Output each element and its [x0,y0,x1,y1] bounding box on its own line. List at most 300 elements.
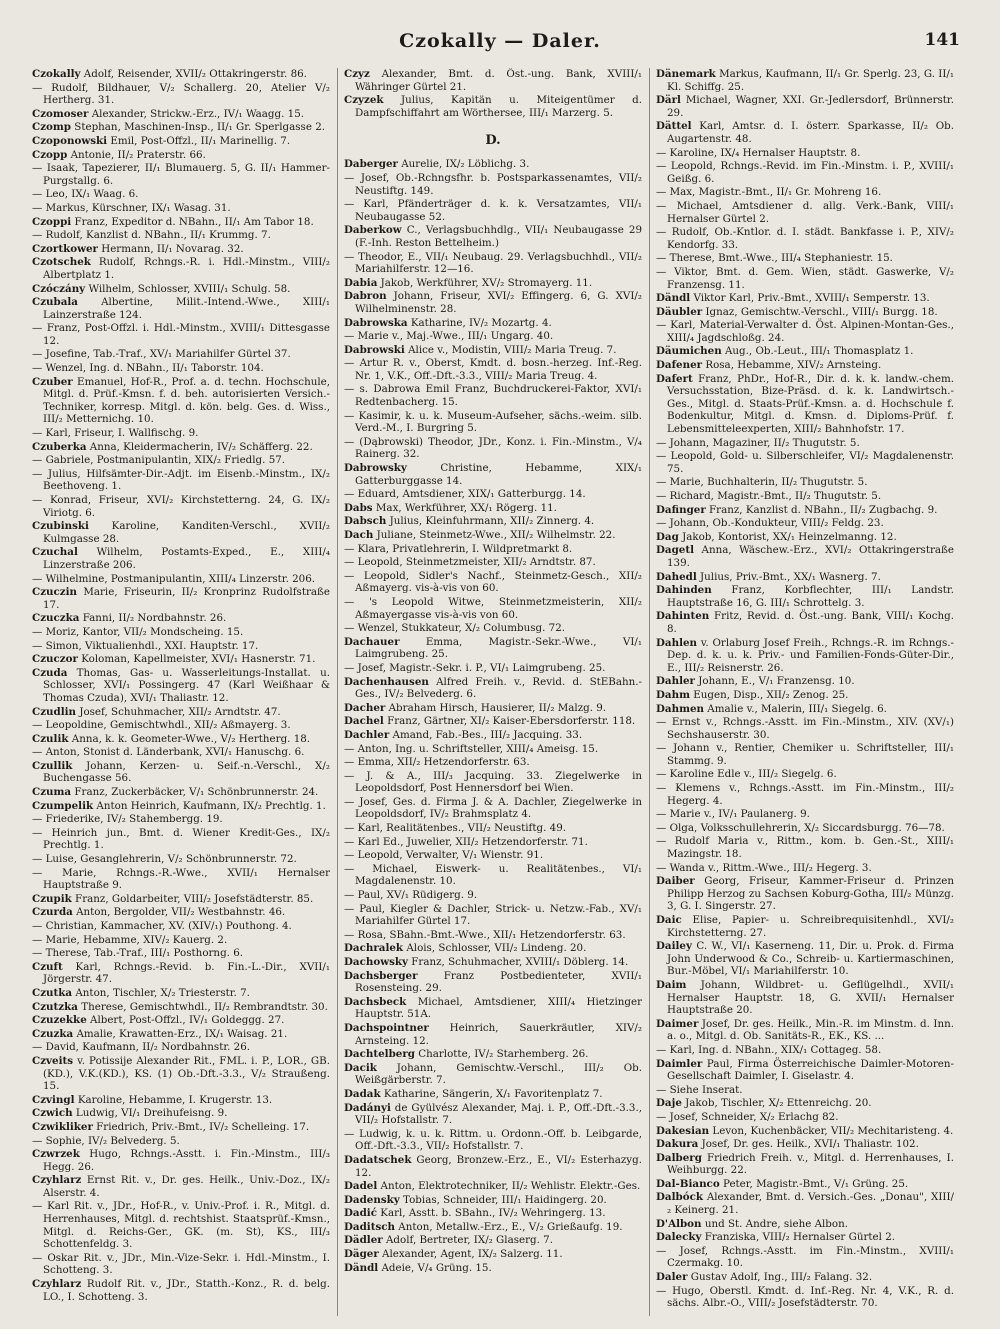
directory-entry [32,121,330,134]
entry-details: Eugen, Disp., XII/₂ Zenog. 25. [689,688,849,701]
entry-surname: Czuberka [32,440,87,453]
directory-entry [32,1278,330,1303]
directory-entry [656,822,954,835]
directory-entry [656,306,954,319]
directory-entry [656,1285,954,1310]
entry-surname: Czvingl [32,1093,75,1106]
directory-entry [344,502,642,515]
entry-details: — Viktor, Bmt. d. Gem. Wien, städt. Gaswerke, V/₂ Franzensg. 11. [656,265,954,291]
entry-details: Josef, Dr. ges. Heilk., Min.-R. im Minstm. d. Inn. a. o., Mitgl. d. Ob. Sanitäts-R., EK., KS. ... [667,1017,954,1043]
entry-surname: Czomp [32,121,72,134]
directory-entry [32,520,330,545]
entry-details: Franz, Gärtner, XI/₂ Kaiser-Ebersdorferstr. 118. [383,715,636,728]
entry-surname: Czyhlarz [32,1174,82,1187]
directory-entry [344,743,642,756]
entry-surname: Dabia [344,276,378,289]
directory-column-2 [344,68,642,1316]
entry-details: Friedrich Freih. v., Mitgl. d. Herrenhauses, I. Weihburgg. 22. [667,1151,954,1177]
entry-details: Viktor Karl, Priv.-Bmt., XVIII/₁ Semperstr. 13. [690,292,930,305]
directory-entry [32,162,330,187]
entry-details: Alexander, Strickw.-Erz., IV/₁ Waagg. 15. [88,107,305,120]
directory-entry [344,330,642,343]
entry-details: Franz, Expeditor d. NBahn., II/₁ Am Tabor 18. [71,215,314,228]
entry-details: Ernst Rit. v., Dr. ges. Heilk., Univ.-Doz., IX/₂ Alserstr. 4. [43,1174,330,1199]
directory-entry [344,251,642,276]
entry-details: Abraham Hirsch, Hausierer, II/₂ Malzg. 9. [385,701,607,714]
entry-details: Wilhelm, Schlosser, XVIII/₁ Schulg. 58. [85,282,291,295]
directory-entry [656,675,954,688]
entry-surname: Czulik [32,732,69,745]
directory-entry [32,283,330,296]
directory-entry [344,529,642,542]
entry-details: — Isaak, Tapezierer, II/₁ Blumauerg. 5, G. II/₁ Hammer-Purgstallg. 6. [32,162,330,187]
directory-entry [344,942,642,955]
entry-surname: Czveits [32,1054,74,1067]
entry-details: Franz, PhDr., Hof-R., Dir. d. k. k. landw.-chem. Versuchsstation, Bize-Präsd. d. k. k. Landwirtsch.-Ges., Mitgl. d. Staats-Prüf.-Kmsn. a. d. Hochschule f. Bodenkultur, Mitgl. d. Kmsn. d. Diploms-Prüf. f. Lebensmitteleexperten, XIII/₂ Bahnhofstr. 17. [667,372,954,436]
entry-details: Alexander, Bmt. d. Versich.-Ges. „Donau", XIII/₂ Keinerg. 21. [667,1191,954,1217]
entry-details: Georg, Bronzew.-Erz., E., VI/₂ Esterhazyg. 12. [355,1153,642,1179]
entry-surname: Daberkow [344,224,402,237]
directory-entry [344,1194,642,1207]
directory-entry [656,610,954,635]
entry-details: — (Dąbrowski) Theodor, JDr., Konz. i. Fin.-Minstm., V/₄ Rainerg. 32. [344,435,642,461]
entry-surname: Czokally [32,68,81,80]
entry-details: — Richard, Magistr.-Bmt., II/₂ Thugutstr. 5. [656,490,882,502]
entry-surname: Däumichen [656,345,722,358]
directory-entry [344,158,642,171]
directory-entry [656,517,954,530]
directory-entry [344,996,642,1021]
directory-entry [656,252,954,265]
entry-details: — Michael, Eiswerk- u. Realitätenbes., VI/₁ Magdalenenstr. 10. [344,862,642,888]
entry-surname: Daditsch [344,1220,396,1233]
entry-surname: Daler [656,1271,688,1284]
entry-details: Julius, Priv.-Bmt., XX/₁ Wasnerg. 7. [696,570,881,583]
directory-entry [32,853,330,866]
entry-details: Anna, Wäschew.-Erz., XVI/₂ Ottakringerstraße 139. [667,544,954,569]
directory-entry [344,383,642,408]
entry-details: Karl, Rchngs.-Revid. b. Fin.-L.-Dir., XVII/₁ Jörgerstr. 47. [43,960,330,986]
directory-entry [656,437,954,450]
entry-details: Friedrich, Priv.-Bmt., IV/₂ Schelleing. 17. [92,1120,310,1133]
directory-entry [344,1248,642,1261]
entry-details: — Olga, Volksschullehrerin, X/₂ Siccardsburgg. 76—78. [656,821,945,834]
directory-entry [656,689,954,702]
entry-details: Fanni, II/₂ Nordbahnstr. 26. [79,612,227,625]
directory-entry [344,1062,642,1087]
entry-surname: Dahinden [656,584,712,597]
directory-entry [656,1111,954,1124]
directory-entry [32,216,330,229]
entry-details: Karl, Asstt. b. SBahn., IV/₂ Wehringerg. 13. [376,1207,606,1220]
entry-details: Alfred Freih. v., Revid. d. StEBahn.-Ges., IV/₂ Belvederg. 6. [355,675,642,701]
directory-entry [344,822,642,835]
directory-entry [344,68,642,93]
entry-surname: Dachler [344,728,390,741]
directory-entry [32,961,330,986]
directory-entry [344,1088,642,1101]
entry-details: Anna, k. k. Geometer-Wwe., V/₂ Hertherg. 18. [68,732,311,745]
directory-entry [656,808,954,821]
entry-details: Markus, Kaufmann, II/₁ Gr. Sperlg. 23, G. II/₁ Kl. Schiffg. 25. [667,68,954,93]
directory-entry [32,546,330,571]
directory-entry [32,441,330,454]
entry-details: — Leopold, Steinmetzmeister, XII/₂ Arndtstr. 87. [344,556,596,569]
directory-entry [656,450,954,475]
entry-details: — Karl, Material-Verwalter d. Öst. Alpinen-Montan-Ges., XIII/₄ Jagdschloßg. 24. [656,319,954,344]
entry-details: — Franz, Post-Offzl. i. Hdl.-Minstm., XVIII/₁ Dittesgasse 12. [32,322,330,347]
directory-entry [32,427,330,440]
directory-entry [656,940,954,978]
entry-details: Josef, Dr. ges. Heilk., XVI/₁ Thaliastr. 102. [698,1138,919,1151]
directory-entry [344,410,642,435]
entry-surname: Daimer [656,1017,699,1030]
directory-entry [344,172,642,197]
entry-details: Anna, Kleidermacherin, IV/₂ Schäfferg. 22. [86,440,313,453]
directory-entry [344,462,642,487]
directory-entry [656,147,954,160]
entry-details: — Johann, Magaziner, II/₂ Thugutstr. 5. [656,436,860,449]
entry-surname: Czuchal [32,546,78,559]
directory-column-1 [32,68,330,1316]
directory-entry [344,889,642,902]
entry-surname: Czuft [32,960,63,973]
entry-surname: Dailey [656,940,692,953]
entry-details: — Rudolf, Kanzlist d. NBahn., II/₁ Krummg. 7. [32,229,271,242]
entry-surname: D'Albon [656,1217,702,1230]
entry-surname: Daimler [656,1057,703,1070]
directory-entry [656,1125,954,1138]
directory-entry [344,849,642,862]
directory-entry [344,1128,642,1153]
entry-details: de Gyülvész Alexander, Maj. i. P., Off.-Dft.-3.3., VII/₂ Hofstallstr. 7. [355,1101,642,1127]
directory-entry [344,556,642,569]
entry-surname: Daiber [656,875,695,888]
entry-details: Christine, Hebamme, XIX/₁ Gatterburggasse 14. [355,462,642,487]
directory-entry [656,504,954,517]
directory-entry [656,768,954,781]
entry-details: Therese, Gemischtwhdl., II/₂ Rembrandtstr. 30. [77,1000,328,1013]
directory-entry [656,862,954,875]
directory-entry [344,94,642,119]
entry-details: — Wenzel, Ing. d. NBahn., II/₁ Taborstr. 104. [32,362,264,375]
entry-details: — Josef, Rchngs.-Asstt. im Fin.-Minstm., XVIII/₁ Czermakg. 10. [656,1244,954,1270]
entry-details: Paul, Firma Österreichische Daimler-Motoren-Gesellschaft Daimler, I. Giselastr. 4. [667,1057,954,1083]
directory-entry [32,243,330,256]
entry-details: Anton, Elektrotechniker, II/₂ Wehlistr. Elektr.-Ges. [377,1180,641,1193]
entry-surname: Dag [656,530,679,543]
directory-entry [656,186,954,199]
entry-details: Michael, Amtsdiener, XIII/₄ Hietzinger Hauptstr. 51A. [355,995,642,1021]
directory-entry [32,760,330,785]
entry-details: — Karl, Pfänderträger d. k. k. Versatzamtes, VII/₁ Neubaugasse 52. [344,198,642,223]
entry-details: — 's Leopold Witwe, Steinmetzmeisterin, XII/₂ Aßmayergasse vis-à-vis von 60. [344,595,642,621]
entry-surname: Czuczka [32,612,80,625]
entry-details: Wilhelm, Postamts-Exped., E., XIII/₄ Linzerstraße 206. [43,546,330,571]
entry-details: — Josefine, Tab.-Traf., XV/₁ Mariahilfer Gürtel 37. [32,348,291,361]
directory-entry [32,827,330,852]
directory-entry [656,742,954,767]
entry-surname: Czopp [32,148,68,161]
entry-details: Rosa, Hebamme, XIV/₂ Arnsteing. [702,359,882,372]
entry-details: Thomas, Gas- u. Wasserleitungs-Installat. u. Schlosser, XVI/₁ Possingerg. 47 (Karl Weißhaar & Thomas Czuda), XVI/₁ Thaliastr. 12. [43,666,330,704]
entry-details: Franziska, VIII/₂ Hernalser Gürtel 2. [701,1231,896,1244]
directory-entry [344,622,642,635]
entry-details: — Gabriele, Postmanipulantin, XIX/₂ Friedlg. 57. [32,454,286,467]
entry-surname: Därl [656,94,681,107]
entry-surname: Czortkower [32,242,98,255]
entry-details: — Emma, XII/₂ Hetzendorferstr. 63. [344,756,530,769]
directory-entry [344,1234,642,1247]
entry-details: Rudolf Rit. v., JDr., Statth.-Konz., R. d. belg. LO., I. Schotteng. 3. [43,1278,330,1303]
entry-surname: Dadak [344,1087,381,1100]
directory-entry [32,256,330,281]
entry-surname: Daic [656,914,682,926]
entry-details: — Wanda v., Rittm.-Wwe., III/₂ Hegerg. 3. [656,861,872,874]
entry-surname: Daje [656,1097,682,1110]
entry-surname: Dacik [344,1061,377,1074]
entry-details: — Max, Magistr.-Bmt., II/₁ Gr. Mohreng 16. [656,186,882,199]
entry-details: — Klara, Privatlehrerin, I. Wildpretmarkt 8. [344,542,573,555]
entry-details: — Oskar Rit. v., JDr., Min.-Vize-Sekr. i. Hdl.-Minstm., I. Schotteng. 3. [32,1251,330,1277]
directory-entry [32,202,330,215]
entry-details: Karoline, Kanditen-Verschl., XVII/₂ Kulmgasse 28. [43,520,330,545]
directory-entry [656,835,954,860]
entry-surname: Dachralek [344,942,404,955]
directory-entry [656,266,954,291]
entry-surname: Däger [344,1248,379,1261]
directory-entry [344,970,642,995]
directory-entry [656,319,954,344]
entry-details: Adeie, V/₄ Grüng. 15. [378,1261,492,1274]
entry-details: Aug., Ob.-Leut., III/₁ Thomasplatz 1. [721,345,914,358]
directory-entry [344,357,642,382]
entry-details: v. Orlaburg Josef Freih., Rchngs.-R. im Rchngs.-Dep. d. k. u. k. Priv.- und Familien-Fonds-Güter-Dir., E., III/₂ Reisnerstr. 26. [667,636,954,674]
entry-surname: Czupik [32,892,72,905]
entry-details: Alexander, Agent, IX/₂ Salzerg. 11. [378,1248,563,1261]
entry-surname: Czwrzek [32,1148,80,1161]
page-title: Czokally — Daler. [399,30,601,52]
page-number: 141 [924,30,960,50]
entry-details: — Simon, Viktualienhdl., XXI. Hauptstr. 17. [32,639,259,652]
entry-details: — Heinrich jun., Bmt. d. Wiener Kredit-Ges., IX/₂ Prechtlg. 1. [32,826,330,852]
entry-details: — Siehe Inserat. [656,1083,743,1096]
directory-entry [32,987,330,1000]
directory-entry [344,224,642,249]
entry-details: Franz Postbedienteter, XVII/₁ Rosensteing. 29. [355,969,642,995]
entry-details: — Karoline, IX/₄ Hernalser Hauptstr. 8. [656,146,861,159]
entry-details: — Anton, Ing. u. Schriftsteller, XIII/₄ Ameisg. 15. [344,742,599,755]
entry-surname: Dabrowski [344,343,405,356]
entry-details: — Karl, Realitätenbes., VII/₂ Neustiftg. 49. [344,822,567,835]
entry-surname: Dachowsky [344,956,409,968]
entry-surname: Czoponowski [32,134,108,147]
directory-entry [656,1138,954,1151]
entry-surname: Dändl [656,292,691,305]
directory-entry [344,836,642,849]
entry-details: — Leo, IX/₁ Waag. 6. [32,188,139,201]
directory-entry [32,800,330,813]
directory-entry [32,947,330,960]
entry-details: Hugo, Rchngs.-Asstt. i. Fin.-Minstm., III/₃ Hegg. 26. [43,1148,330,1173]
entry-details: — Therese, Bmt.-Wwe., III/₄ Stephaniestr. 15. [656,252,893,265]
entry-details: Johann, Wildbret- u. Geflügelhdl., XVII/₁ Hernalser Hauptstr. 18, G. XVII/₁ Hernalser Hauptstraße 20. [667,978,954,1017]
entry-details: — Theodor, E., VII/₁ Neubaug. 29. Verlagsbuchhdl., VII/₂ Mariahilferstr. 12—16. [344,250,642,276]
entry-details: — Marie v., IV/₁ Paulanerg. 9. [656,808,810,821]
directory-entry [32,813,330,826]
directory-entry [344,662,642,675]
entry-details: — Leopold, Gold- u. Silberschleifer, VI/₂ Magdalenenstr. 75. [656,450,954,475]
directory-entry [656,716,954,741]
entry-details: Johann, E., V/₁ Franzensg. 10. [694,675,855,688]
entry-details: — Josef, Ges. d. Firma J. & A. Dachler, Ziegelwerke in Leopoldsdorf, IV/₂ Brahmsplatz 4. [344,795,642,821]
directory-entry [656,160,954,185]
directory-entry [32,494,330,519]
entry-details: — J. & A., III/₃ Jacquing. 33. Ziegelwerke in Leopoldsdorf, Post Hennersdorf bei Wien. [344,769,642,795]
directory-entry [656,571,954,584]
directory-entry [656,782,954,807]
directory-entry [344,515,642,528]
directory-entry [32,1200,330,1250]
entry-details: — Leopold, Sidler's Nachf., Steinmetz-Gesch., XII/₂ Aßmayerg. vis-à-vis von 60. [344,569,642,595]
entry-details: — Moriz, Kantor, VII/₂ Mondscheing. 15. [32,625,244,638]
entry-surname: Czuma [32,786,72,799]
entry-details: Marie, Friseurin, II/₂ Kronprinz Rudolfstraße 17. [43,586,330,611]
entry-details: Katharine, IV/₂ Mozartg. 4. [407,316,552,329]
directory-entry [32,906,330,919]
entry-surname: Dafinger [656,503,706,516]
directory-entry [32,1148,330,1173]
entry-surname: Dalbóck [656,1191,703,1204]
entry-surname: Dabs [344,501,373,514]
directory-entry [344,1221,642,1234]
entry-details: — David, Kaufmann, II/₂ Nordbahnstr. 26. [32,1041,251,1054]
directory-entry [656,979,954,1017]
entry-details: Ludwig, VI/₁ Dreihufeisng. 9. [72,1107,228,1120]
directory-entry [32,893,330,906]
directory-entry [32,573,330,586]
directory-entry [32,1094,330,1107]
entry-details: Albertine, Milit.-Intend.-Wwe., XIII/₁ Lainzerstraße 124. [43,296,330,321]
directory-entry [656,359,954,372]
entry-surname: Däubler [656,305,703,318]
directory-entry [32,1121,330,1134]
entry-details: — Josef, Magistr.-Sekr. i. P., VI/₁ Laimgrubeng. 25. [344,661,606,674]
entry-details: Juliane, Steinmetz-Wwe., XII/₂ Wilhelmstr. 22. [373,529,616,541]
entry-details: Albert, Post-Offzl., IV/₁ Goldeggg. 27. [86,1014,285,1027]
entry-details: — Johann, Ob.-Kondukteur, VIII/₂ Feldg. 23. [656,517,884,530]
entry-details: Michael, Wagner, XXI. Gr.-Jedlersdorf, Brünnerstr. 29. [667,94,954,119]
entry-details: — Christian, Kammacher, XV. (XIV/₁) Pouthong. 4. [32,920,292,932]
directory-entry [656,200,954,225]
directory-entry [32,135,330,148]
entry-details: Karoline, Hebamme, I. Krugerstr. 13. [74,1093,273,1106]
directory-entry [344,1207,642,1220]
entry-surname: Czuzekke [32,1014,87,1027]
entry-surname: Czyzek [344,94,384,107]
entry-details: Elise, Papier- u. Schreibrequisitenhdl., XVI/₂ Kirchstetterng. 27. [667,914,954,939]
directory-entry [32,468,330,493]
directory-entry [344,636,642,661]
directory-entry [32,1135,330,1148]
entry-details: — Paul, Kiegler & Dachler, Strick- u. Netzw.-Fab., XV/₁ Mariahilfer Gürtel 17. [344,902,642,928]
directory-entry [656,292,954,305]
directory-entry [344,676,642,701]
directory-entry [656,226,954,251]
entry-details: — Karl Ed., Juwelier, XII/₂ Hetzendorferstr. 71. [344,835,588,848]
entry-surname: Czwich [32,1107,73,1120]
entry-details: Peter, Magistr.-Bmt., V/₁ Grüng. 25. [719,1177,909,1190]
directory-entry [656,1152,954,1177]
directory-entry [32,362,330,375]
directory-entry [656,584,954,609]
directory-entry [32,1014,330,1027]
entry-surname: Dahinten [656,610,710,623]
entry-surname: Dachsbeck [344,995,407,1008]
entry-surname: Dabron [344,290,387,303]
entry-details: — Leopoldine, Gemischtwhdl., XII/₂ Aßmayerg. 3. [32,719,291,732]
directory-entry [656,1271,954,1284]
directory-entry [656,1044,954,1057]
directory-entry [344,596,642,621]
entry-surname: Czoppi [32,215,72,228]
entry-surname: Dahler [656,675,695,688]
entry-details: Alice v., Modistin, VIII/₂ Maria Treug. 7. [404,343,617,356]
entry-details: — Rudolf, Bildhauer, V/₂ Schallerg. 20, Atelier V/₂ Hertherg. 31. [32,81,330,107]
directory-entry [32,1028,330,1041]
entry-surname: Czyz [344,68,370,80]
entry-surname: Dachsberger [344,969,418,982]
entry-details: Josef, Schuhmacher, XII/₂ Arndtstr. 47. [76,705,281,718]
entry-surname: Dachel [344,715,384,728]
directory-entry [32,68,330,81]
directory-entry [344,729,642,742]
entry-details: und St. Andre, siehe Albon. [701,1217,849,1230]
directory-entry [344,702,642,715]
entry-surname: Dachspointner [344,1021,429,1034]
directory-entry [656,373,954,436]
directory-entry [656,1058,954,1083]
entry-details: — Marie, Rchngs.-R.-Wwe., XVII/₁ Hernalser Hauptstraße 9. [32,866,330,892]
directory-entry [344,198,642,223]
entry-surname: Czotschek [32,256,91,269]
entry-surname: Daim [656,978,687,991]
entry-surname: Czuber [32,375,73,388]
entry-surname: Dafert [656,372,693,385]
entry-surname: Dadel [344,1180,378,1193]
entry-details: v. Potissije Alexander Rit., FML. i. P., LOR., GB.(KD.), V.K.(KD.), KS. (1) Ob.-Dft.-3.3., V/₂ Straußeng. 15. [43,1054,330,1093]
entry-surname: Czurda [32,906,73,919]
entry-details: Johann, Gemischtw.-Verschl., III/₂ Ob. Weißgärberstr. 7. [355,1061,642,1087]
entry-details: — Karl Rit. v., JDr., Hof-R., v. Univ.-Prof. i. R., Mitgl. d. Herrenhauses, Mitgl. d. rechtshist. Staatsprüf.-Kmsn., Mitgl. d. Reichs-Ger., GK. (m. St), KS., III/₃ Schottenfeldg. 3. [32,1200,330,1251]
directory-entry [656,490,954,503]
directory-entry [656,544,954,569]
directory-entry [656,345,954,358]
entry-details: Julius, Kleinfuhrmann, XII/₂ Zinnerg. 4. [386,515,595,528]
entry-details: — Ludwig, k. u. k. Rittm. u. Ordonn.-Off. b. Leibgarde, Off.-Dft.-3.3., VII/₂ Hofstallstr. 7. [344,1127,642,1153]
entry-details: — Therese, Tab.-Traf., III/₁ Posthorng. 6. [32,947,244,960]
entry-surname: Dafener [656,359,703,372]
column-divider [649,68,650,1316]
directory-entry [344,1262,642,1275]
directory-entry [32,733,330,746]
directory-entry [32,640,330,653]
entry-details: Johann, Kerzen- u. Seif.-n.-Verschl., X/₂ Buchengasse 56. [43,759,330,785]
directory-entry [32,667,330,705]
directory-entry [32,1001,330,1014]
entry-surname: Dänemark [656,68,716,80]
directory-entry [656,68,954,93]
